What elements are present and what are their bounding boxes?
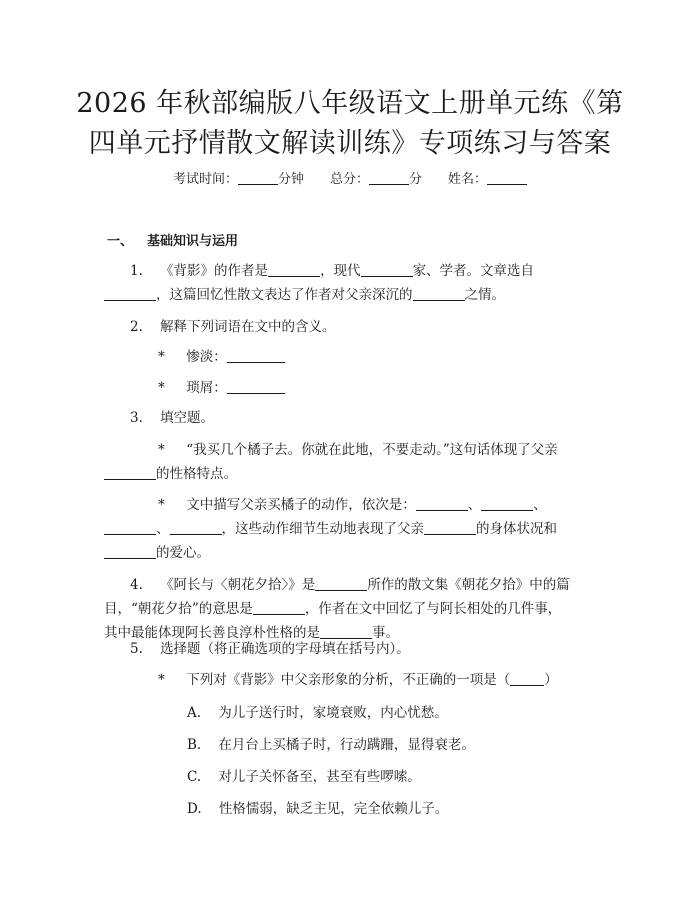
question-text: 下列对《背影》中父亲形象的分析，不正确的一项是（ (186, 672, 511, 688)
section-number: 一、 (107, 234, 134, 249)
question-text: 的爱心。 (156, 545, 210, 561)
answer-blank[interactable] (104, 465, 156, 480)
time-unit: 分钟 (277, 172, 304, 187)
question-text: 解释下列词语在文中的含义。 (160, 319, 336, 335)
answer-blank[interactable] (413, 286, 465, 301)
question-text: 其中最能体现阿长善良淳朴性格的是 (104, 625, 320, 641)
bullet-icon: * (158, 672, 165, 688)
answer-blank[interactable] (227, 379, 285, 394)
separator: 、 (533, 497, 547, 513)
exam-meta (0, 168, 700, 187)
option-letter: D. (187, 801, 202, 817)
question-number: 5. (130, 641, 143, 657)
section-title: 基础知识与运用 (147, 234, 239, 249)
section-heading (107, 230, 238, 249)
question-3 (130, 406, 214, 430)
time-blank[interactable] (238, 170, 278, 185)
title-line-1: 2026 年秋部编版八年级语文上册单元练《第 (76, 88, 624, 119)
question-text: 家、学者。文章选自 (412, 263, 535, 279)
question-3-sub-1-line-1 (158, 438, 558, 462)
option-text: 为儿子送行时，家境衰败，内心忧愁。 (218, 705, 448, 721)
answer-blank[interactable] (104, 286, 156, 301)
question-4-line-2 (104, 597, 561, 621)
question-2-item-1 (158, 345, 285, 369)
question-text: ） (544, 672, 558, 688)
question-text: 之情。 (464, 287, 505, 303)
question-2-item-2 (158, 376, 285, 400)
option-b[interactable] (187, 733, 475, 757)
question-text: ，现代 (320, 263, 361, 279)
question-1-line-1 (130, 259, 534, 283)
question-text: 选择题（将正确选项的字母填在括号内）。 (160, 641, 410, 657)
question-text: 目，“朝花夕拾”的意思是 (104, 601, 253, 617)
score-blank[interactable] (369, 170, 409, 185)
score-unit: 分 (409, 172, 423, 187)
question-text: 《背影》的作者是 (160, 263, 269, 279)
question-2 (130, 315, 336, 339)
question-text: ，这些动作细节生动地表现了父亲 (221, 521, 424, 537)
question-text: ，作者在文中回忆了与阿长相处的几件事， (304, 601, 562, 617)
answer-blank[interactable] (315, 576, 367, 591)
answer-blank[interactable] (104, 544, 156, 559)
separator: 、 (467, 497, 482, 513)
option-letter: A. (187, 705, 202, 721)
answer-blank[interactable] (424, 520, 476, 535)
question-5-stem (158, 668, 558, 692)
option-text: 在月台上买橘子时，行动蹒跚，显得衰老。 (218, 737, 475, 753)
option-text: 性格懦弱，缺乏主见，完全依赖儿子。 (218, 801, 449, 817)
page-title (60, 84, 640, 164)
option-c[interactable] (187, 765, 421, 789)
question-text: 所作的散文集《朝花夕拾》中的篇 (367, 577, 570, 593)
bullet-icon: * (158, 442, 165, 458)
bullet-icon: * (158, 349, 165, 365)
answer-blank[interactable] (170, 520, 222, 535)
question-number: 3. (130, 410, 143, 426)
question-3-sub-2-line-1 (158, 493, 547, 517)
title-line-2: 四单元抒情散文解读训练》专项练习与答案 (88, 128, 612, 159)
question-3-sub-2-line-2 (104, 517, 557, 541)
question-text: 事。 (372, 625, 399, 641)
term-label: 惨淡： (186, 349, 227, 365)
bullet-icon: * (158, 380, 165, 396)
answer-blank[interactable] (510, 671, 544, 686)
question-text: 填空题。 (160, 410, 215, 426)
answer-blank[interactable] (253, 600, 305, 615)
question-number: 2. (130, 319, 143, 335)
question-text: ，这篇回忆性散文表达了作者对父亲深沉的 (156, 287, 413, 303)
separator: 、 (156, 521, 170, 537)
time-label: 考试时间： (172, 172, 238, 187)
bullet-icon: * (158, 497, 165, 513)
question-text: 的身体状况和 (476, 521, 557, 537)
question-3-sub-2-line-3 (104, 541, 210, 565)
question-5-line (130, 637, 410, 661)
answer-blank[interactable] (227, 348, 285, 363)
option-a[interactable] (187, 701, 448, 725)
answer-blank[interactable] (481, 496, 533, 511)
question-text: 的性格特点。 (156, 466, 237, 482)
answer-blank[interactable] (268, 262, 320, 277)
question-4-line-1 (130, 573, 570, 597)
option-letter: C. (187, 769, 202, 785)
answer-blank[interactable] (416, 496, 468, 511)
option-d[interactable] (187, 797, 448, 821)
question-text: 《阿长与〈朝花夕拾〉》是 (160, 577, 316, 593)
option-text: 对儿子关怀备至，甚至有些啰嗦。 (218, 769, 421, 785)
question-number: 4. (130, 577, 143, 593)
question-text: “我买几个橘子去。你就在此地，不要走动。”这句话体现了父亲 (186, 442, 558, 458)
question-3-sub-1-line-2 (104, 462, 237, 486)
answer-blank[interactable] (104, 520, 156, 535)
name-blank[interactable] (487, 170, 527, 185)
name-label: 姓名： (448, 172, 488, 187)
score-label: 总分： (329, 172, 369, 187)
question-1-line-2 (104, 283, 505, 307)
question-text: 文中描写父亲买橘子的动作，依次是： (186, 497, 416, 513)
option-letter: B. (187, 737, 202, 753)
answer-blank[interactable] (361, 262, 413, 277)
term-label: 琐屑： (186, 380, 227, 396)
question-number: 1. (130, 263, 143, 279)
